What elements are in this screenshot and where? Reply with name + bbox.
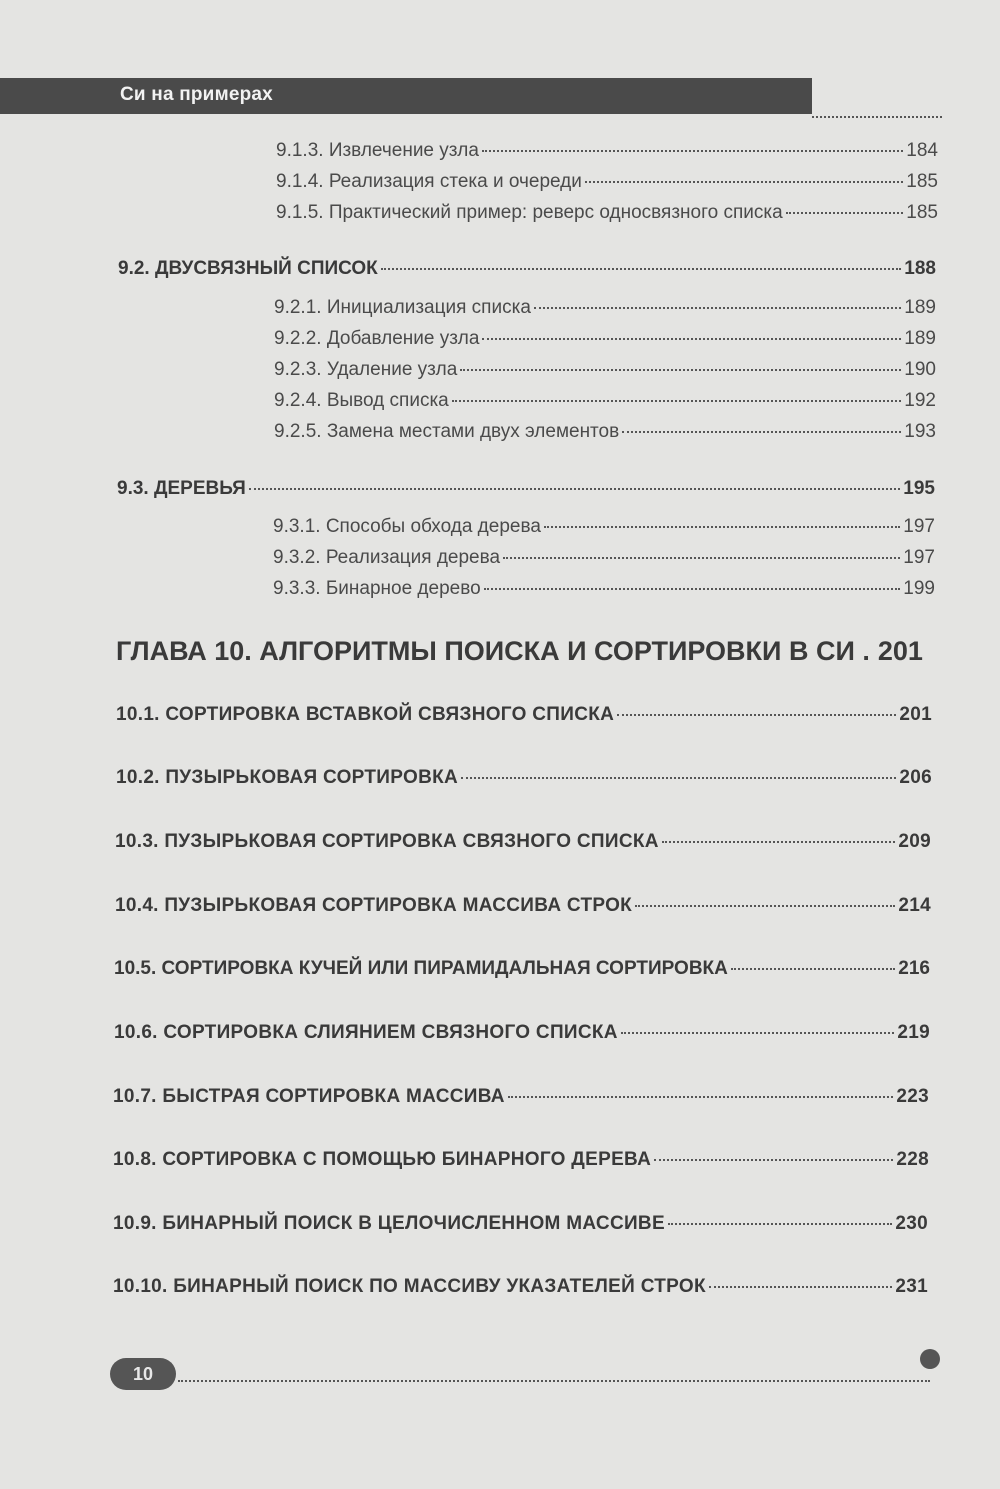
toc-leader [635,905,895,907]
toc-page-number: 201 [899,704,932,725]
toc-leader [484,588,901,590]
toc-entry-label: 9.2.4. Вывод списка [274,390,449,411]
toc-leader [668,1223,892,1225]
toc-entry-9-2 [118,258,936,280]
toc-entry-label: 9.2.1. Инициализация списка [274,297,531,318]
toc-page-number: 209 [898,831,931,852]
toc-leader [585,181,903,183]
toc-leader [786,212,904,214]
toc-leader [452,400,902,402]
toc-leader [617,714,896,716]
toc-page-number: 219 [897,1022,930,1043]
toc-page-number: 197 [903,547,935,568]
toc-leader [461,777,896,779]
toc-entry-10-1 [116,704,932,726]
toc-leader [622,431,901,433]
toc-entry-10-2 [116,767,932,789]
toc-entry-label: 9.2.3. Удаление узла [274,359,458,380]
toc-entry-10-4 [115,895,931,917]
toc-page-number: 231 [895,1276,928,1297]
toc-entry-10-5 [114,958,930,980]
toc-page-number: 199 [903,578,935,599]
header-dotted-rule [812,116,942,118]
toc-leader [249,488,900,490]
toc-entry-9-1-5 [276,202,938,224]
toc-entry-9-3-3 [273,578,935,600]
footer-page-number: 10 [110,1358,176,1390]
toc-entry-label: 10.9. БИНАРНЫЙ ПОИСК В ЦЕЛОЧИСЛЕННОМ МАССИВЕ [113,1213,665,1234]
toc-leader [508,1096,894,1098]
toc-entry-9-1-4 [276,171,938,193]
toc-entry-label: 9.1.3. Извлечение узла [276,140,479,161]
toc-leader [460,369,901,371]
toc-entry-10-10 [113,1276,928,1298]
toc-chapter-label: ГЛАВА 10. АЛГОРИТМЫ ПОИСКА И СОРТИРОВКИ В СИ . [116,636,870,666]
toc-entry-9-2-3 [274,359,936,381]
toc-entry-label: 10.10. БИНАРНЫЙ ПОИСК ПО МАССИВУ УКАЗАТЕЛЕЙ СТРОК [113,1276,706,1297]
toc-entry-9-2-2 [274,328,936,350]
toc-entry-9-3-2 [273,547,935,569]
toc-page-number: 189 [904,297,936,318]
toc-leader [621,1032,895,1034]
toc-entry-label: 9.3. ДЕРЕВЬЯ [117,478,246,499]
toc-page-number: 216 [898,958,930,979]
toc-leader [544,526,900,528]
toc-entry-label: 9.1.5. Практический пример: реверс односвязного списка [276,202,783,223]
toc-entry-label: 10.1. СОРТИРОВКА ВСТАВКОЙ СВЯЗНОГО СПИСКА [116,704,615,725]
toc-entry-label: 10.7. БЫСТРАЯ СОРТИРОВКА МАССИВА [113,1086,505,1107]
toc-entry-label: 9.2. ДВУСВЯЗНЫЙ СПИСОК [118,258,378,279]
toc-leader [731,968,895,970]
toc-leader [482,338,901,340]
footer-dot-ornament [920,1349,940,1369]
toc-entry-label: 10.5. СОРТИРОВКА КУЧЕЙ ИЛИ ПИРАМИДАЛЬНАЯ СОРТИРОВКА [114,958,728,979]
toc-leader [534,307,901,309]
toc-entry-label: 9.1.4. Реализация стека и очереди [276,171,582,192]
toc-page-number: 185 [906,202,938,223]
toc-page-number: 228 [896,1149,929,1170]
toc-entry-label: 10.8. СОРТИРОВКА С ПОМОЩЬЮ БИНАРНОГО ДЕРЕВА [113,1149,652,1170]
toc-entry-label: 10.6. СОРТИРОВКА СЛИЯНИЕМ СВЯЗНОГО СПИСКА [114,1022,618,1043]
toc-page-number: 195 [903,478,935,499]
toc-page-number: 193 [904,421,936,442]
toc-page-number: 201 [877,636,923,666]
toc-entry-label: 9.2.5. Замена местами двух элементов [274,421,620,442]
toc-entry-9-3-1 [273,516,935,538]
toc-entry-9-2-4 [274,390,936,412]
toc-entry-9-2-5 [274,421,936,443]
toc-entry-9-2-1 [274,297,936,319]
toc-page-number: 214 [898,895,931,916]
toc-page-number: 189 [904,328,936,349]
toc-leader [381,268,902,270]
toc-page-number: 184 [906,140,938,161]
toc-page-number: 188 [904,258,936,279]
toc-page-number: 206 [899,767,932,788]
toc-page-number: 230 [895,1213,928,1234]
toc-entry-label: 9.3.3. Бинарное дерево [273,578,481,599]
running-header-title: Си на примерах [120,84,273,105]
toc-entry-10-9 [113,1213,928,1235]
toc-entry-label: 10.4. ПУЗЫРЬКОВАЯ СОРТИРОВКА МАССИВА СТРОК [115,895,633,916]
toc-entry-label: 9.3.1. Способы обхода дерева [273,516,541,537]
toc-page-number: 223 [896,1086,929,1107]
toc-entry-10-7 [113,1086,929,1108]
toc-entry-label: 10.2. ПУЗЫРЬКОВАЯ СОРТИРОВКА [116,767,459,788]
toc-leader [662,841,896,843]
toc-page-number: 185 [906,171,938,192]
toc-entry-9-3 [117,478,935,500]
toc-page-number: 190 [904,359,936,380]
toc-entry-10-6 [114,1022,930,1044]
toc-leader [503,557,900,559]
toc-page-number: 197 [903,516,935,537]
toc-entry-9-1-3 [276,140,938,162]
toc-leader [709,1286,893,1288]
toc-entry-label: 10.3. ПУЗЫРЬКОВАЯ СОРТИРОВКА СВЯЗНОГО СПИСКА [115,831,659,852]
toc-entry-10-3 [115,831,931,853]
toc-page-number: 192 [904,390,936,411]
toc-entry-10-8 [113,1149,929,1171]
footer-dotted-rule [178,1380,930,1382]
toc-leader [482,150,903,152]
toc-leader [654,1159,893,1161]
toc-entry-label: 9.3.2. Реализация дерева [273,547,501,568]
toc-chapter-10 [116,636,932,667]
toc-entry-label: 9.2.2. Добавление узла [274,328,480,349]
